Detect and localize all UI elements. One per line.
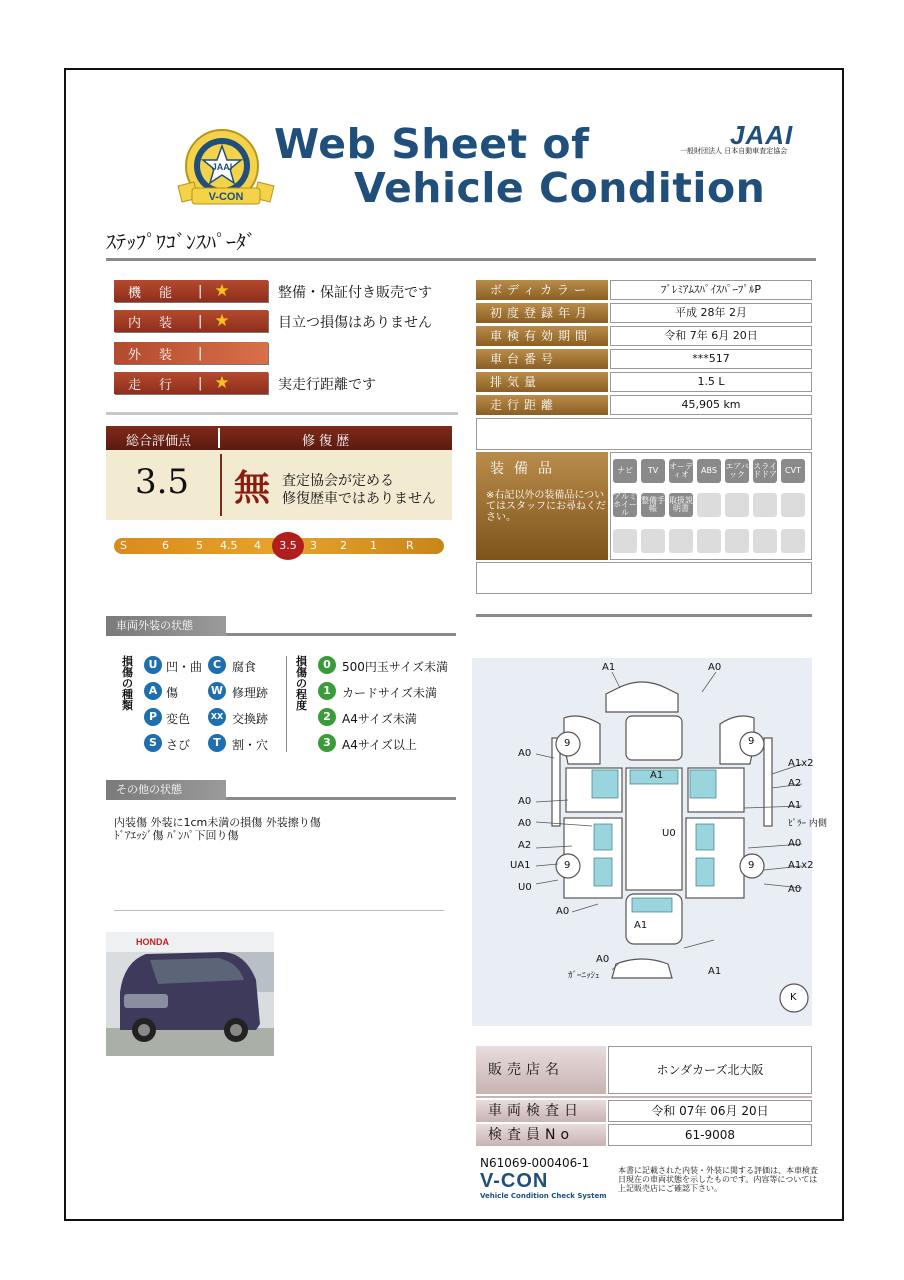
badge-text: V-CON (208, 191, 244, 203)
jaai-logo: JAAI (730, 120, 794, 150)
sheet-title-line2: Vehicle Condition (354, 164, 766, 212)
inspector-value: 61-9008 (608, 1124, 812, 1146)
damage-degree-label: 損傷の程度 (296, 655, 307, 712)
diagram-label: 9 (564, 738, 571, 749)
diagram-label: A1 (650, 770, 664, 781)
org-name: 一般財団法人 日本自動車査定協会 (680, 147, 788, 155)
legend-text: 傷 (166, 686, 179, 700)
rating-mileage: 走行 | ★ (114, 372, 268, 394)
scale-item: 3 (310, 539, 317, 552)
spec-label: 排気量 (476, 372, 608, 392)
damage-diagram (472, 658, 827, 1026)
diagram-label: A0 (708, 662, 722, 673)
equip-empty (781, 493, 805, 517)
vcon-logo: V-CON (480, 1170, 549, 1192)
diagram-label: 9 (564, 860, 571, 871)
star-icon: ★ (214, 281, 230, 301)
other-section-tab: その他の状態 (106, 780, 226, 800)
diagram-label: A2 (788, 778, 802, 789)
spec-label: 初度登録年月 (476, 303, 608, 323)
diagram-label: A2 (518, 840, 532, 851)
equip-empty (697, 529, 721, 553)
diagram-label: ﾋﾟﾗｰ 内側 (788, 819, 827, 829)
equip-empty (753, 529, 777, 553)
legend-text: 凹・曲 (166, 660, 203, 674)
scale-selected: 3.5 (272, 532, 304, 560)
inspector-label: 検査員No (476, 1124, 606, 1146)
spec-label: ボディカラー (476, 280, 608, 300)
star-icon: ★ (214, 373, 230, 393)
equip-guide: 取扱説明書 (669, 493, 693, 517)
equip-empty (613, 529, 637, 553)
score-divider (220, 454, 222, 516)
legend-text: カードサイズ未満 (342, 686, 438, 700)
sheet-title-line1: Web Sheet of (274, 120, 590, 168)
score-scale (114, 536, 444, 556)
scale-item: 6 (162, 539, 169, 552)
code-a-icon: A (144, 682, 162, 700)
diagram-label: A1 (634, 920, 648, 931)
legend-text: 腐食 (232, 660, 257, 674)
sheet-id: N61069-000406-1 (480, 1156, 590, 1170)
scale-item: 5 (196, 539, 203, 552)
repair-text-1: 査定協会が定める (282, 473, 394, 489)
rating-label: 機能 (128, 285, 191, 301)
diagram-label: A0 (556, 906, 570, 917)
diagram-label: A1x2 (788, 758, 814, 769)
other-note-2: ﾄﾞｱｴｯｼﾞ傷 ﾊﾞﾝﾊﾟ下回り傷 (114, 829, 239, 842)
code-s-icon: S (144, 734, 162, 752)
diagram-label: A1 (602, 662, 616, 673)
diagram-label: 9 (748, 736, 755, 747)
diagram-label: 9 (748, 860, 755, 871)
diagram-label: A0 (596, 954, 610, 965)
diagram-label: A0 (518, 796, 532, 807)
vcon-subtitle: Vehicle Condition Check System (480, 1192, 607, 1200)
photo-brand-text: HONDA (136, 937, 169, 947)
equip-slidedoor: スライドドア (753, 459, 777, 483)
rating-function: 機能 | ★ (114, 280, 268, 302)
rating-exterior: 外装 | (114, 342, 268, 364)
spec-label: 車台番号 (476, 349, 608, 369)
equip-audio: オーディオ (669, 459, 693, 483)
spec-value: 45,905 km (610, 395, 812, 415)
equip-empty (641, 529, 665, 553)
equip-abs: ABS (697, 459, 721, 483)
repair-mark: 無 (234, 467, 271, 509)
equip-empty (669, 529, 693, 553)
legend-text: A4サイズ未満 (342, 712, 417, 726)
diagram-label: A1 (788, 800, 802, 811)
equip-navi: ナビ (613, 459, 637, 483)
code-t-icon: T (208, 734, 226, 752)
legend-text: 修理跡 (232, 686, 269, 700)
damage-legend (118, 656, 458, 758)
rating-label: 内装 (128, 315, 191, 331)
store-label: 販売店名 (476, 1046, 606, 1094)
overall-score: 3.5 (134, 462, 190, 502)
code-p-icon: P (144, 708, 162, 726)
code-w-icon: W (208, 682, 226, 700)
legend-text: A4サイズ以上 (342, 738, 417, 752)
rating-text: 整備・保証付き販売です (278, 285, 432, 301)
diagram-label: K (790, 992, 797, 1003)
scale-item: 1 (370, 539, 377, 552)
rating-interior: 内装 | ★ (114, 310, 268, 332)
ratings-divider (106, 412, 458, 415)
diagram-label: U0 (662, 828, 676, 839)
score-head-right: 修 復 歴 (302, 434, 350, 449)
code-u-icon: U (144, 656, 162, 674)
legend-text: 500円玉サイズ未満 (342, 660, 448, 674)
equip-empty (753, 493, 777, 517)
condition-sheet (64, 68, 844, 1221)
spec-value: ﾌﾟﾚﾐｱﾑｽﾊﾟｲｽﾊﾟｰﾌﾟﾙP (610, 280, 812, 300)
score-header (106, 426, 452, 450)
diagram-label: UA1 (510, 860, 531, 871)
spec-divider (476, 614, 812, 617)
equip-airbag: エアバック (725, 459, 749, 483)
section-rule (226, 797, 456, 800)
scale-item: R (406, 539, 414, 552)
code-c-icon: C (208, 656, 226, 674)
star-icon: ★ (214, 311, 230, 331)
scale-item: 2 (340, 539, 347, 552)
equipment-grid (610, 452, 812, 560)
diagram-label: U0 (518, 882, 532, 893)
degree-3-icon: 3 (318, 734, 336, 752)
thin-rule (114, 910, 444, 911)
code-xx-icon: XX (208, 708, 226, 726)
rating-label: 走行 (128, 377, 191, 393)
blank-box (476, 562, 812, 594)
scale-item: S (120, 539, 127, 552)
spec-label: 車検有効期間 (476, 326, 608, 346)
equip-empty (781, 529, 805, 553)
spec-value: 令和 7年 6月 20日 (610, 326, 812, 346)
equipment-note: ※右記以外の装備品についてはスタッフにお尋ねください。 (486, 490, 606, 523)
degree-0-icon: 0 (318, 656, 336, 674)
car-name: ｽﾃｯﾌﾟﾜｺﾞﾝｽﾊﾟｰﾀﾞ (106, 230, 256, 254)
equip-tv: TV (641, 459, 665, 483)
equipment-title: 装備品 (490, 461, 562, 477)
score-head-left: 総合評価点 (126, 434, 192, 449)
spec-label: 走行距離 (476, 395, 608, 415)
inspection-date-label: 車両検査日 (476, 1100, 606, 1122)
legend-text: 交換跡 (232, 712, 269, 726)
degree-2-icon: 2 (318, 708, 336, 726)
equip-manual: 整備手帳 (641, 493, 665, 517)
scale-item: 4 (254, 539, 261, 552)
damage-type-label: 損傷の種類 (122, 655, 133, 712)
spec-value: 平成 28年 2月 (610, 303, 812, 323)
legend-text: 割・穴 (232, 738, 269, 752)
inspection-date-value: 令和 07年 06月 20日 (608, 1100, 812, 1122)
header-divider (106, 258, 816, 261)
rating-label: 外装 (128, 347, 191, 363)
equip-empty (697, 493, 721, 517)
badge-top-text: JAAI (211, 162, 233, 172)
section-rule (226, 633, 456, 636)
diagram-label: A1 (708, 966, 722, 977)
equip-empty (725, 493, 749, 517)
equip-empty (725, 529, 749, 553)
diagram-label: A0 (518, 748, 532, 759)
legend-text: さび (166, 738, 191, 752)
store-value: ホンダカーズ北大阪 (608, 1046, 812, 1094)
rating-text: 実走行距離です (278, 377, 376, 393)
diagram-label: A0 (788, 838, 802, 849)
degree-1-icon: 1 (318, 682, 336, 700)
spec-value: ***517 (610, 349, 812, 369)
diagram-label: ｶﾞｰﾆｯｼｭ (568, 971, 600, 981)
exterior-section-tab: 車両外装の状態 (106, 616, 226, 636)
vcon-badge-logo (174, 126, 278, 212)
blank-box (476, 418, 812, 450)
spec-value: 1.5 L (610, 372, 812, 392)
rating-text: 目立つ損傷はありません (278, 315, 432, 331)
equip-cvt: CVT (781, 459, 805, 483)
legend-text: 変色 (166, 712, 191, 726)
disclaimer: 本書に記載された内装・外装に関する評価は、本車検査日現在の車両状態を示したものです。内容等については上記販売店にご確認下さい。 (618, 1166, 818, 1193)
diagram-label: A0 (518, 818, 532, 829)
scale-item: 4.5 (220, 539, 238, 552)
diagram-label: A0 (788, 884, 802, 895)
repair-text-2: 修復歴車ではありません (282, 491, 436, 507)
other-note-1: 内装傷 外装に1cm未満の損傷 外装擦り傷 (114, 816, 321, 829)
vehicle-photo (106, 932, 274, 1056)
equip-alloy: アルミホイール (613, 492, 637, 517)
diagram-label: A1x2 (788, 860, 814, 871)
